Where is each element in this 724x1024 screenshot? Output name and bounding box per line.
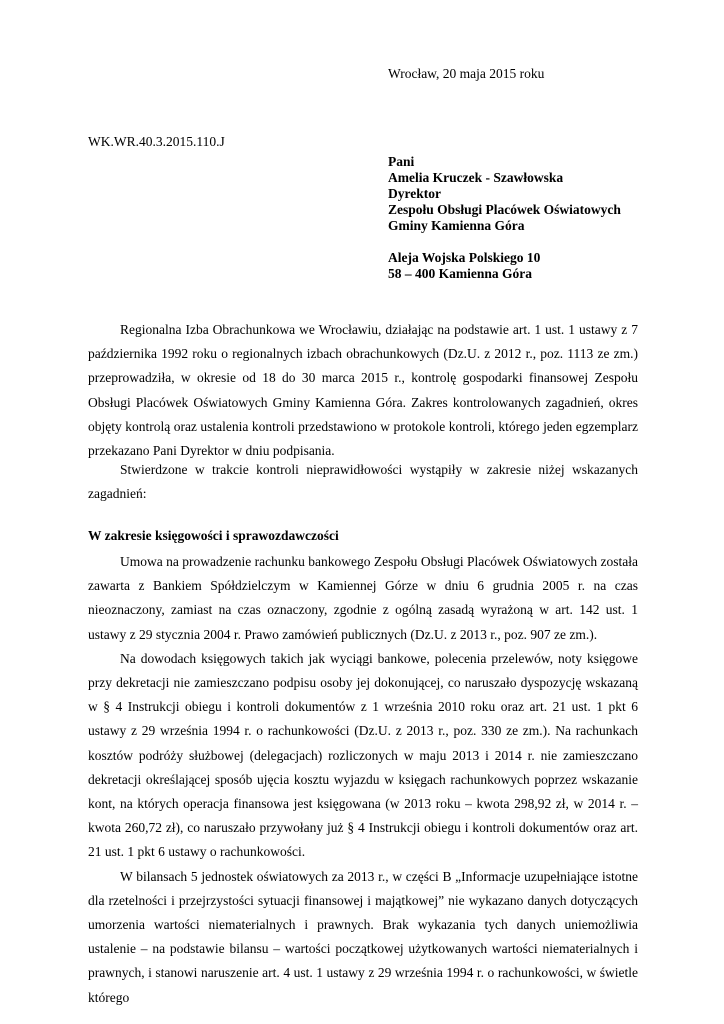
intro-paragraph-1 — [88, 318, 638, 463]
section-paragraph: W bilansach 5 jednostek oświatowych za 2013 r., w części B „Informacje uzupełniające istotne dla rzetelności i przejrzystości sytuacji finansowej i majątkowej” nie wykazano danych dotyczących umorzenia wartości niematerialnych i prawnych. Brak wykazania tych danych uniemożliwia ustalenie – na podstawie bilansu – wartości początkowej użytkowanych wartości niematerialnych i prawnych, i stanowi naruszenie art. 4 ust. 1 ustawy z 29 września 1994 r. o rachunkowości, w świetle którego — [88, 868, 638, 1005]
letter-date: Wrocław, 20 maja 2015 roku — [388, 66, 545, 81]
section-paragraph: Na dowodach księgowych takich jak wyciągi bankowe, polecenia przelewów, noty księgowe przy dekretacji nie zamieszczano podpisu osoby jej dokonującej, co naruszało dyspozycję wskazaną w § 4 Instrukcji obiegu i kontroli dokumentów z 1 września 2010 roku oraz art. 21 ust. 1 pkt 6 ustawy z 29 września 1994 r. o rachunkowości (Dz.U. z 2013 r., poz. 330 ze zm.). Na rachunkach kosztów podróży służbowej (delegacjach) rozliczonych w maju 2013 i 2014 r. nie zamieszczano dekretacji określającej sposób ujęcia kosztu wyjazdu w księgach rachunkowych poprzez wskazanie kont, na których operacja finansowa jest księgowana (w 2013 roku – kwota 298,92 zł, w 2014 r. – kwota 260,72 zł), co naruszało przywołany już § 4 Instrukcji obiegu i kontroli dokumentów oraz art. 21 ust. 1 pkt 6 ustawy o rachunkowości. — [88, 650, 638, 860]
recipient-address-block — [388, 154, 621, 282]
recipient-institution: Zespołu Obsługi Placówek Oświatowych — [388, 202, 621, 217]
recipient-street: Aleja Wojska Polskiego 10 — [388, 250, 541, 265]
recipient-salutation: Pani — [388, 154, 415, 169]
recipient-postal-code: 58 – 400 Kamienna Góra — [388, 266, 532, 281]
recipient-municipality: Gminy Kamienna Góra — [388, 218, 525, 233]
section-paragraph: Umowa na prowadzenie rachunku bankowego Zespołu Obsługi Placówek Oświatowych została zawarta z Bankiem Spółdzielczym w Kamiennej Górze w dniu 6 grudnia 2005 r. na czas nieoznaczony, zamiast na czas oznaczony, zgodnie z ogólną zasadą wyrażoną w art. 142 ust. 1 ustawy z 29 stycznia 2004 r. Prawo zamówień publicznych (Dz.U. z 2013 r., poz. 907 ze zm.). — [88, 554, 638, 642]
recipient-position: Dyrektor — [388, 186, 441, 201]
intro-paragraph-2-text: Stwierdzone w trakcie kontroli nieprawidłowości wystąpiły w zakresie niżej wskazanych zagadnień: — [88, 462, 638, 502]
section-body — [88, 550, 638, 1010]
intro-paragraph-1-text: Regionalna Izba Obrachunkowa we Wrocławiu, działając na podstawie art. 1 ust. 1 ustawy z 7 października 1992 roku o regionalnych izbach obrachunkowych (Dz.U. z 2012 r., poz. 1113 ze zm.) przeprowadziła, w okresie od 18 do 30 marca 2015 r., kontrolę gospodarki finansowej Zespołu Obsługi Placówek Oświatowych Gminy Kamienna Góra. Zakres kontrolowanych zagadnień, okres objęty kontrolą oraz ustalenia kontroli przedstawiono w protokole kontroli, którego jeden egzemplarz przekazano Pani Dyrektor w dniu podpisania. — [88, 322, 638, 459]
recipient-name: Amelia Kruczek - Szawłowska — [388, 170, 564, 185]
reference-number: WK.WR.40.3.2015.110.J — [88, 134, 225, 149]
intro-paragraph-2 — [88, 458, 638, 506]
section-heading: W zakresie księgowości i sprawozdawczości — [88, 528, 339, 543]
